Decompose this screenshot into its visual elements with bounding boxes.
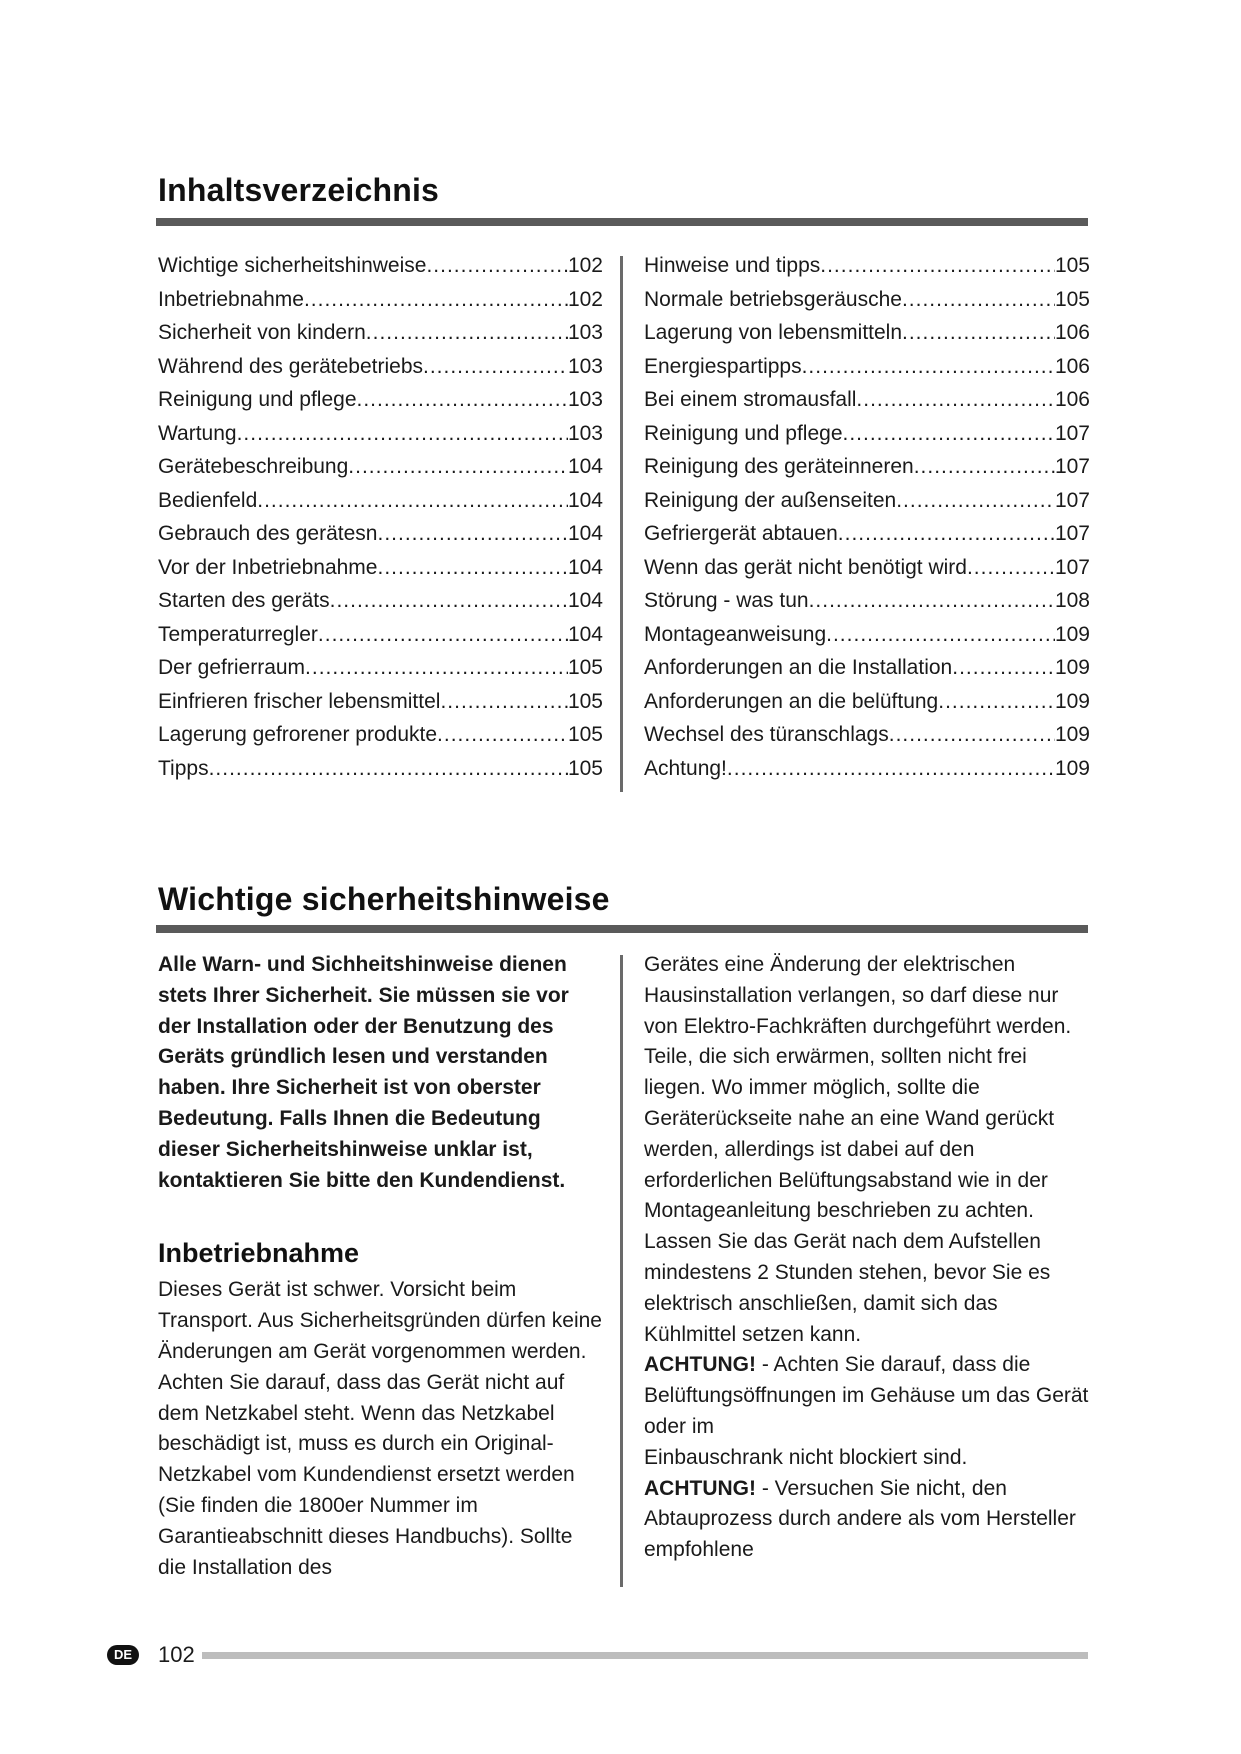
language-badge: DE [107,1645,139,1665]
toc-entry[interactable] [158,484,603,518]
toc-leader-dots [366,316,568,350]
toc-leader-dots [209,752,568,786]
toc-entry[interactable] [644,752,1090,786]
warning-defrost [644,1474,1092,1566]
toc-entry[interactable] [158,718,603,752]
toc-entry[interactable] [158,618,603,652]
toc-leader-dots [843,417,1055,451]
toc-entry-label: Temperaturregler [158,622,318,646]
toc-leader-dots [330,584,568,618]
safety-left-column [158,950,606,1583]
toc-entry-page: 109 [1054,723,1090,746]
toc-leader-dots [237,417,568,451]
toc-leader-dots [423,350,568,384]
toc-leader-dots [357,383,568,417]
toc-entry[interactable] [644,249,1090,283]
toc-entry-page: 103 [567,388,603,411]
toc-entry[interactable] [644,685,1090,719]
toc-entry-page: 103 [567,321,603,344]
installation-text: Gerätes eine Änderung der elektrischen Hausinstallation verlangen, so darf diese nur von Elektro-Fachkräften durchgeführt werden. Teile, die sich erwärmen, sollten nicht frei liegen. Wo immer möglich, sollte die Geräterückseite nahe an eine Wand gerückt werden, allerdings ist dabei auf den erforderlichen Belüftungsabstand wie in der Montageanleitung beschrieben zu achten. Lassen Sie das Gerät nach dem Aufstellen mindestens 2 Stunden stehen, bevor Sie es elektrisch anschließen, damit sich das Kühlmittel setzen kann. [644,953,1072,1346]
toc-entry-label: Wartung [158,421,237,445]
toc-entry-page: 109 [1054,656,1090,679]
toc-leader-dots [902,316,1055,350]
toc-entry-label: Anforderungen an die belüftung [644,689,939,713]
toc-entry-page: 106 [1054,388,1090,411]
toc-entry[interactable] [644,551,1090,585]
toc-entry[interactable] [644,450,1090,484]
toc-leader-dots [820,249,1055,283]
toc-entry-label: Inbetriebnahme [158,287,304,311]
warning-label: ACHTUNG! [644,1353,756,1377]
toc-leader-dots [802,350,1055,384]
toc-entry[interactable] [158,417,603,451]
toc-entry[interactable] [158,651,603,685]
toc-entry[interactable] [644,417,1090,451]
toc-title-rule [156,218,1088,226]
toc-entry-page: 106 [1054,354,1090,378]
toc-column-divider [620,256,623,792]
toc-entry-page: 109 [1054,689,1090,713]
safety-intro: Alle Warn- und Sichheitshinweise dienen stets Ihrer Sicherheit. Sie müssen sie vor der Installation oder der Benutzung des Geräts gründlich lesen und verstanden haben. Ihre Sicherheit ist von oberster Bedeutung. Falls Ihnen die Bedeutung dieser Sicherheitshinweise unklar ist, kontaktieren Sie bitte den Kundendienst. [158,953,569,1192]
toc-entry-label: Montageanweisung [644,622,827,646]
toc-entry-label: Wenn das gerät nicht benötigt wird [644,555,967,579]
toc-entry[interactable] [644,350,1090,384]
toc-entry[interactable] [644,517,1090,551]
toc-entry[interactable] [644,383,1090,417]
safety-title-rule [156,925,1088,933]
toc-leader-dots [348,450,568,484]
inbetriebnahme-text: Dieses Gerät ist schwer. Vorsicht beim Transport. Aus Sicherheitsgründen dürfen keine Änderungen am Gerät vorgenommen werden. Achten Sie darauf, dass das Gerät nicht auf dem Netzkabel steht. Wenn das Netzkabel beschädigt ist, muss es durch ein Original-Netzkabel vom Kundendienst ersetzt werden (Sie finden die 1800er Nummer im Garantieabschnitt dieses Handbuchs). Sollte die Installation des [158,1278,602,1579]
toc-leader-dots [318,618,568,652]
toc-leader-dots [304,283,568,317]
toc-entry[interactable] [644,484,1090,518]
toc-entry[interactable] [644,283,1090,317]
toc-leader-dots [377,551,567,585]
toc-entry[interactable] [158,517,603,551]
toc-entry-page: 103 [567,354,603,378]
toc-entry-page: 107 [1054,522,1090,545]
warning-text: - Achten Sie darauf, dass die Belüftungsöffnungen im Gehäuse um das Gerät oder im [644,1353,1089,1438]
toc-entry-label: Lagerung von lebensmitteln [644,321,903,344]
toc-entry-label: Gefriergerät abtauen [644,522,838,545]
toc-entry[interactable] [158,752,603,786]
toc-entry-page: 102 [567,254,603,277]
toc-entry-label: Vor der Inbetriebnahme [158,555,378,579]
toc-leader-dots [938,685,1055,719]
toc-entry-page: 105 [567,689,603,713]
warning-label: ACHTUNG! [644,1476,756,1500]
toc-entry[interactable] [644,584,1090,618]
toc-entry-page: 105 [567,723,603,746]
toc-entry-label: Starten des geräts [158,589,330,612]
toc-entry-label: Bedienfeld [158,488,258,512]
toc-entry[interactable] [158,249,603,283]
toc-entry-page: 103 [567,421,603,445]
toc-entry-label: Gerätebeschreibung [158,455,349,478]
toc-entry-page: 106 [1054,321,1090,344]
toc-entry-page: 104 [567,555,603,579]
toc-entry-page: 104 [567,589,603,612]
toc-entry-page: 105 [1054,287,1090,311]
toc-entry-label: Reinigung des geräteinneren [644,455,914,478]
toc-leader-dots [727,752,1055,786]
toc-entry-page: 107 [1054,421,1090,445]
toc-entry-label: Normale betriebsgeräusche [644,287,902,311]
toc-leader-dots [305,651,568,685]
toc-entry-page: 104 [567,488,603,512]
toc-entry-label: Störung - was tun [644,589,809,612]
toc-entry-label: Reinigung und pflege [158,388,357,411]
toc-leader-dots [889,718,1055,752]
toc-leader-dots [902,283,1055,317]
toc-entry-page: 102 [567,287,603,311]
warning-ventilation-cont: Einbauschrank nicht blockiert sind. [644,1445,968,1469]
toc-entry-page: 104 [567,455,603,478]
toc-leader-dots [440,685,568,719]
toc-entry-label: Achtung! [644,756,727,780]
toc-entry[interactable] [644,618,1090,652]
toc-leader-dots [809,584,1055,618]
page-number: 102 [158,1642,195,1667]
toc-entry-label: Reinigung der außenseiten [644,488,897,512]
toc-entry[interactable] [158,316,603,350]
toc-entry-label: Einfrieren frischer lebensmittel [158,689,441,713]
toc-entry[interactable] [158,584,603,618]
toc-entry-page: 108 [1054,589,1090,612]
toc-entry-label: Sicherheit von kindern [158,321,366,344]
toc-entry-label: Wichtige sicherheitshinweise [158,254,427,277]
toc-leader-dots [952,651,1055,685]
toc-entry-page: 105 [567,756,603,780]
toc-leader-dots [826,618,1055,652]
toc-entry-page: 107 [1054,488,1090,512]
safety-right-column [644,950,1092,1566]
toc-leader-dots [377,517,567,551]
safety-title: Wichtige sicherheitshinweise [158,881,610,917]
toc-right-column [644,249,1090,785]
toc-entry[interactable] [158,685,603,719]
warning-text: - Versuchen Sie nicht, den Abtauprozess durch andere als vom Hersteller empfohlene [644,1476,1076,1562]
safety-column-divider [620,955,623,1587]
toc-entry-page: 107 [1054,455,1090,478]
toc-leader-dots [426,249,568,283]
toc-leader-dots [896,484,1055,518]
toc-leader-dots [914,450,1055,484]
toc-entry[interactable] [158,283,603,317]
toc-title: Inhaltsverzeichnis [158,172,440,208]
toc-entry-label: Hinweise und tipps [644,254,821,277]
toc-entry-label: Bei einem stromausfall [644,388,857,411]
toc-left-column [158,249,603,785]
toc-leader-dots [257,484,568,518]
toc-entry-label: Wechsel des türanschlags [644,723,889,746]
toc-entry-label: Der gefrierraum [158,656,306,679]
toc-entry[interactable] [158,383,603,417]
toc-entry[interactable] [158,551,603,585]
toc-leader-dots [967,551,1055,585]
toc-entry[interactable] [158,450,603,484]
toc-entry-page: 109 [1054,622,1090,646]
toc-entry-page: 104 [567,522,603,545]
toc-entry[interactable] [644,316,1090,350]
footer-rule [202,1652,1088,1659]
toc-entry[interactable] [644,718,1090,752]
toc-entry-page: 104 [567,622,603,646]
toc-entry[interactable] [158,350,603,384]
warning-ventilation [644,1350,1092,1442]
toc-entry-label: Lagerung gefrorener produkte [158,723,438,746]
toc-entry-label: Energiespartipps [644,354,802,378]
toc-entry-page: 105 [1054,254,1090,277]
toc-entry-label: Reinigung und pflege [644,421,843,445]
toc-entry[interactable] [644,651,1090,685]
toc-leader-dots [838,517,1055,551]
inbetriebnahme-heading: Inbetriebnahme [158,1238,360,1269]
toc-leader-dots [437,718,568,752]
toc-entry-page: 109 [1054,756,1090,780]
toc-entry-label: Während des gerätebetriebs [158,354,423,378]
toc-entry-page: 107 [1054,555,1090,579]
toc-entry-label: Tipps [158,756,209,780]
toc-entry-page: 105 [567,656,603,679]
toc-entry-label: Anforderungen an die Installation [644,656,953,679]
toc-leader-dots [856,383,1055,417]
toc-entry-label: Gebrauch des gerätesn [158,522,378,545]
